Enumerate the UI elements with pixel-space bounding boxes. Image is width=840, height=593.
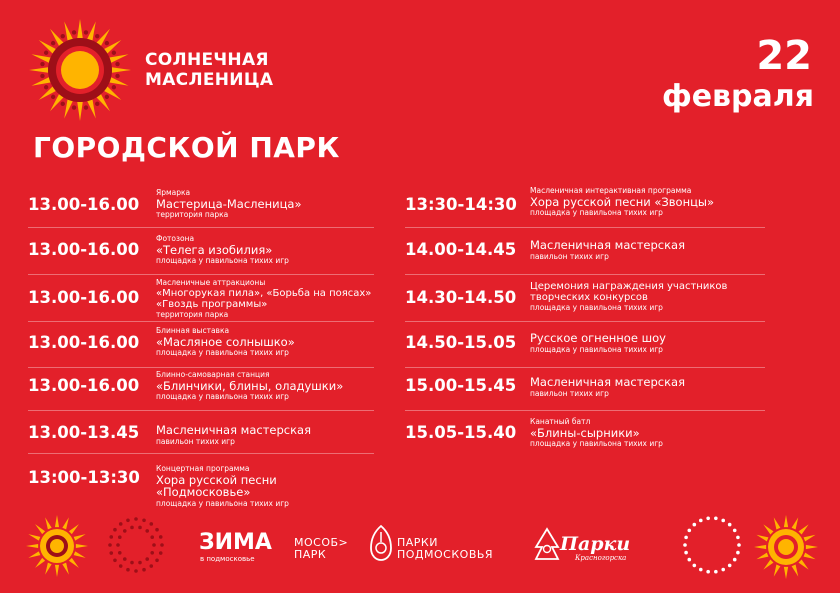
krasnogorsk-emblem-icon xyxy=(534,527,560,561)
mosobpark-line2: ПАРК xyxy=(294,548,327,561)
left-schedule xyxy=(28,182,374,508)
festival-name-line1: СОЛНЕЧНАЯ xyxy=(145,50,269,70)
schedule-place: площадка у павильона тихих игр xyxy=(530,439,663,448)
schedule-row xyxy=(405,275,765,322)
schedule-time: 13.00-16.00 xyxy=(28,288,140,307)
zima-logo: ЗИМА xyxy=(199,530,272,555)
venue-title: ГОРОДСКОЙ ПАРК xyxy=(33,131,340,164)
parki-podmoskovya-logo xyxy=(397,537,493,561)
schedule-desc xyxy=(530,332,666,354)
schedule-time: 14.50-15.05 xyxy=(405,333,517,352)
schedule-desc xyxy=(156,278,371,319)
schedule-time: 15.05-15.40 xyxy=(405,423,517,442)
parki-line2: ПОДМОСКОВЬЯ xyxy=(397,548,494,561)
schedule-category: Блинная выставка xyxy=(156,326,230,335)
parki-line1: ПАРКИ xyxy=(397,536,438,549)
schedule-time: 13.00-16.00 xyxy=(28,240,140,259)
schedule-row xyxy=(405,322,765,368)
event-month: февраля xyxy=(661,79,814,114)
schedule-category: Блинно-самоварная станция xyxy=(156,370,270,379)
festival-name-line2: МАСЛЕНИЦА xyxy=(145,70,274,90)
schedule-time: 13.00-16.00 xyxy=(28,333,140,352)
schedule-place: павильон тихих игр xyxy=(156,436,235,446)
schedule-category: Масленичная интерактивная программа xyxy=(530,186,692,195)
event-day: 22 xyxy=(756,33,812,79)
schedule-title: Мастерица-Масленица» xyxy=(156,196,302,211)
schedule-time: 13:00-13:30 xyxy=(28,468,140,487)
schedule-desc xyxy=(530,417,663,448)
schedule-time: 13.00-16.00 xyxy=(28,195,140,214)
parki-krasnogorska-logo: Парки xyxy=(560,533,631,555)
schedule-title: Масленичная мастерская xyxy=(530,238,685,252)
schedule-desc xyxy=(530,281,727,312)
schedule-place: площадка у павильона тихих игр xyxy=(530,344,663,354)
parki-krasnogorska-subtitle: Красногорска xyxy=(575,554,627,562)
schedule-row xyxy=(405,411,765,457)
festival-name xyxy=(145,50,273,90)
schedule-title-line2: творческих конкурсов xyxy=(530,292,648,303)
schedule-desc xyxy=(156,370,343,401)
schedule-row xyxy=(405,228,765,275)
schedule-row xyxy=(28,454,374,508)
schedule-time: 14.00-14.45 xyxy=(405,240,517,259)
schedule-category: Фотозона xyxy=(156,234,195,243)
schedule-row xyxy=(28,368,374,411)
schedule-title: «Масляное солнышко» xyxy=(156,334,295,349)
schedule-desc xyxy=(156,188,302,219)
schedule-row xyxy=(405,182,765,228)
schedule-title-line2: «Гвоздь программы» xyxy=(156,298,268,310)
schedule-desc xyxy=(530,376,685,398)
mosobpark-line1: МОСОБ> xyxy=(294,536,349,549)
schedule-category: Канатный батл xyxy=(530,417,591,426)
schedule-category: Ярмарка xyxy=(156,188,191,197)
schedule-desc xyxy=(156,424,311,446)
schedule-title: Масленичная мастерская xyxy=(156,423,311,437)
right-schedule xyxy=(405,182,765,472)
schedule-title: Хора русской песни «Подмосковье» xyxy=(156,472,277,499)
schedule-desc xyxy=(156,464,374,508)
schedule-time: 13.00-16.00 xyxy=(28,376,140,395)
schedule-place: территория парка xyxy=(156,210,229,219)
schedule-row xyxy=(28,322,374,368)
schedule-desc xyxy=(156,234,289,265)
schedule-title: «Блины-сырники» xyxy=(530,425,640,440)
schedule-category: Концертная программа xyxy=(156,464,250,473)
schedule-title: «Блинчики, блины, оладушки» xyxy=(156,378,344,393)
dots-ornament-icon xyxy=(104,513,168,577)
schedule-row xyxy=(28,275,374,322)
schedule-category: Масленичные аттракционы xyxy=(156,278,266,287)
schedule-row xyxy=(28,411,374,454)
mosobpark-logo xyxy=(294,537,348,561)
schedule-place: павильон тихих игр xyxy=(530,388,609,398)
schedule-time: 15.00-15.45 xyxy=(405,376,517,395)
schedule-row xyxy=(28,228,374,275)
schedule-place: павильон тихих игр xyxy=(530,251,609,261)
zima-logo-subtitle: в подмосковье xyxy=(200,555,255,563)
sun-logo-icon xyxy=(28,18,132,122)
schedule-title: Русское огненное шоу xyxy=(530,331,666,345)
schedule-title: «Телега изобилия» xyxy=(156,242,273,257)
schedule-place: площадка у павильона тихих игр xyxy=(156,498,289,508)
schedule-desc xyxy=(530,239,685,261)
schedule-place: территория парка xyxy=(156,309,229,319)
sun-ornament-icon xyxy=(24,513,90,579)
schedule-title: Церемония награждения участников xyxy=(530,281,728,292)
schedule-place: площадка у павильона тихих игр xyxy=(156,256,289,265)
schedule-title: Масленичная мастерская xyxy=(530,375,685,389)
parki-emblem-icon xyxy=(368,524,394,562)
schedule-title: «Многорукая пила», «Борьба на поясах» xyxy=(156,287,372,299)
schedule-place: площадка у павильона тихих игр xyxy=(530,303,663,312)
sun-ornament-right-icon xyxy=(752,513,820,581)
schedule-desc xyxy=(530,186,714,217)
schedule-place: площадка у павильона тихих игр xyxy=(530,208,663,217)
schedule-time: 14.30-14.50 xyxy=(405,288,517,307)
schedule-row xyxy=(28,182,374,228)
schedule-row xyxy=(405,368,765,411)
dots-ornament-right-icon xyxy=(680,513,744,577)
schedule-place: площадка у павильона тихих игр xyxy=(156,392,289,401)
schedule-time: 13.00-13.45 xyxy=(28,423,140,442)
schedule-time: 13:30-14:30 xyxy=(405,195,517,214)
schedule-place: площадка у павильона тихих игр xyxy=(156,348,289,357)
schedule-desc xyxy=(156,326,295,357)
schedule-title: Хора русской песни «Звонцы» xyxy=(530,194,715,209)
